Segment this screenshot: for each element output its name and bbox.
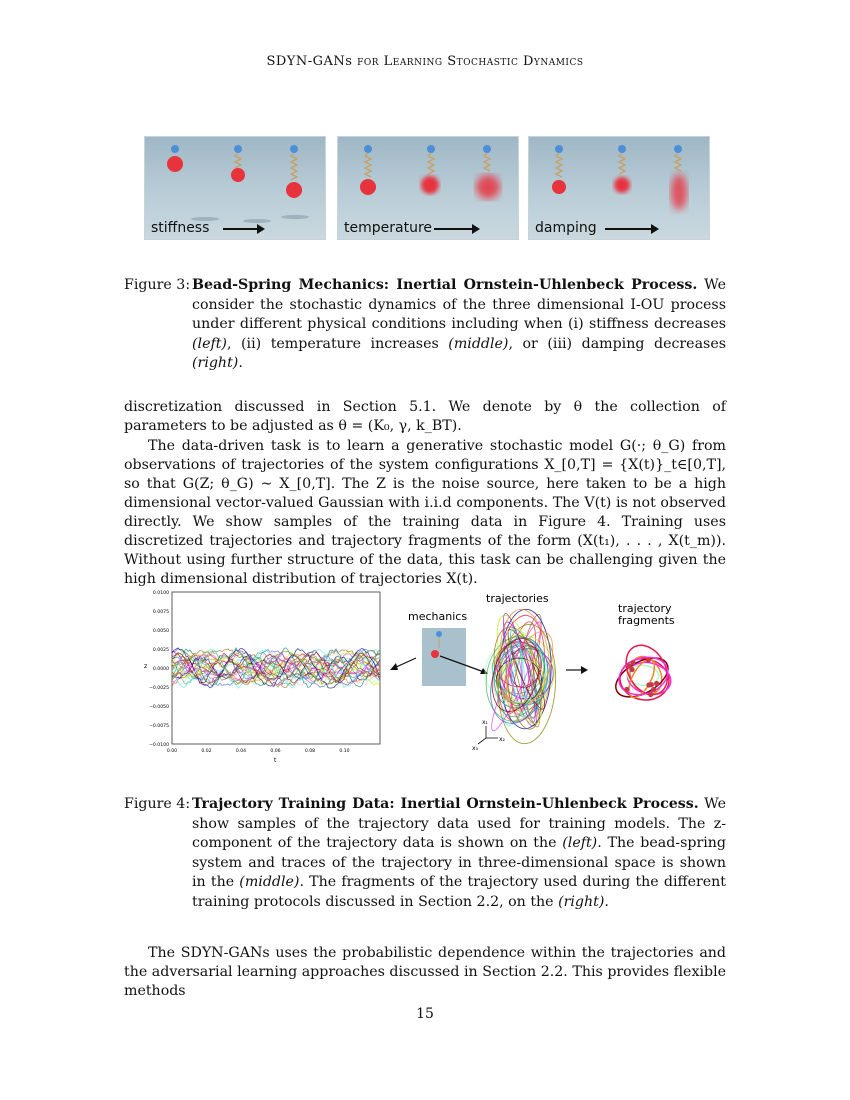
y-tick-label: −0.0075 (149, 724, 169, 729)
caption-ref: (right) (192, 355, 239, 371)
caption-text: . (238, 355, 243, 371)
y-tick-label: 0.0100 (152, 591, 169, 596)
paragraph-1: discretization discussed in Section 5.1. We denote by θ the collection of parameters to be adjusted as θ = (K₀, γ, k_BT). (124, 399, 726, 434)
x-tick-label: 0.10 (339, 749, 350, 754)
axis-x2: x₂ (499, 736, 505, 743)
x-tick-label: 0.02 (201, 749, 212, 754)
fragment-bead (649, 682, 654, 687)
caption-text: , or (iii) damping decreases (508, 335, 726, 352)
y-tick-label: 0.0000 (152, 667, 169, 672)
caption-ref: (right) (558, 893, 605, 910)
trajectory-cloud (477, 607, 563, 745)
trajectory-fragments (609, 638, 675, 705)
fragment-bead (654, 681, 659, 686)
panel-temperature (337, 136, 519, 240)
figure-3 (144, 136, 710, 240)
fragment-bead (648, 692, 653, 697)
x-tick-label: 0.00 (166, 749, 178, 754)
figure-4-graphic (138, 584, 728, 774)
y-tick-label: 0.0075 (152, 610, 169, 615)
figure-4-caption (124, 795, 726, 912)
y-tick-label: −0.0025 (149, 686, 169, 691)
arrow-right-icon (434, 228, 474, 230)
x-axis-label: t (274, 757, 277, 764)
axis-x3: x₃ (472, 745, 478, 752)
y-tick-label: 0.0050 (152, 629, 169, 634)
y-tick-label: −0.0050 (149, 705, 169, 710)
y-tick-label: 0.0025 (152, 648, 169, 653)
caption-text: We show samples of the trajectory data used for training models. The z-component of the trajectory data is shown on the (192, 796, 726, 851)
caption-text: , (ii) temperature increases (226, 335, 449, 352)
label-fragments-line1: trajectory (618, 602, 672, 615)
caption-title: Bead-Spring Mechanics: Inertial Ornstein-Uhlenbeck Process. (192, 277, 698, 293)
caption-label: Figure 3: (124, 277, 191, 293)
caption-label: Figure 4: (124, 796, 191, 812)
fragment-bead (624, 687, 629, 692)
mass-bead (167, 156, 183, 172)
caption-text: . The fragments of the trajectory used during the different training protocols discussed in Section 2.2, on the (192, 874, 726, 910)
caption-title: Trajectory Training Data: Inertial Ornstein-Uhlenbeck Process. (192, 796, 699, 812)
label-mechanics: mechanics (408, 610, 468, 623)
running-head-main: SDYN-GANs (266, 54, 353, 69)
caption-ref: (middle) (448, 335, 509, 352)
paragraph-3: The SDYN-GANs uses the probabilistic dependence within the trajectories and the adversarial learning approaches discussed in Section 2.2. This provides flexible methods (124, 945, 726, 999)
panel-label-temperature: temperature (344, 220, 432, 236)
anchor-bead (171, 145, 179, 153)
fragment-bead (630, 660, 635, 665)
arrow-right-icon (223, 228, 259, 230)
paragraph-2: The data-driven task is to learn a generative stochastic model G(·; θ_G) from observations of trajectories of the system configurations X_[0,T] = {X(t)}_t∈[0,T], so that G(Z; θ_G) ∼ X_[0,T]. The Z is the noise source, here taken to be a high dimensional vector-valued Gaussian with i.i.d components. The V(t) is not observed directly. We show samples of the training data in Figure 4. Training uses discretized trajectories and trajectory fragments of the form (X(t₁), . . . , X(t_m)). Without using further structure of the data, this task can be challenging given the high dimensional distribution of trajectories X(t). (124, 438, 726, 587)
y-axis-label: z (144, 663, 148, 670)
fragment-bead (629, 667, 634, 672)
panel-damping (528, 136, 710, 240)
y-tick-label: −0.0100 (149, 743, 169, 748)
caption-ref: (left) (192, 335, 227, 352)
x-tick-label: 0.08 (304, 749, 316, 754)
label-fragments-line2: fragments (618, 614, 675, 627)
running-head (0, 54, 850, 69)
caption-text: . (604, 893, 609, 910)
running-head-rest: for Learning Stochastic Dynamics (357, 54, 584, 69)
arrow-left-icon (394, 658, 416, 668)
label-trajectories: trajectories (486, 592, 549, 605)
panel-label-damping: damping (535, 220, 597, 236)
panel-label-stiffness: stiffness (151, 220, 210, 236)
x-tick-label: 0.04 (235, 749, 247, 754)
page-number: 15 (416, 1006, 434, 1022)
caption-ref: (left) (562, 835, 598, 851)
axis-x1: x₁ (482, 719, 488, 726)
caption-ref: (middle) (239, 874, 300, 890)
fragment-bead (646, 658, 651, 663)
figure-3-caption (124, 276, 726, 374)
figure-4 (138, 584, 728, 774)
x-tick-label: 0.06 (270, 749, 281, 754)
caption-text: . The bead-spring system and traces of the trajectory in three-dimensional space is shown in the (192, 835, 726, 890)
panel-stiffness (144, 136, 326, 240)
fragment-bead (651, 687, 656, 692)
caption-text: We consider the stochastic dynamics of the three dimensional I-OU process under different physical conditions including when (i) stiffness decreases (192, 277, 726, 332)
arrow-right-icon (605, 228, 653, 230)
